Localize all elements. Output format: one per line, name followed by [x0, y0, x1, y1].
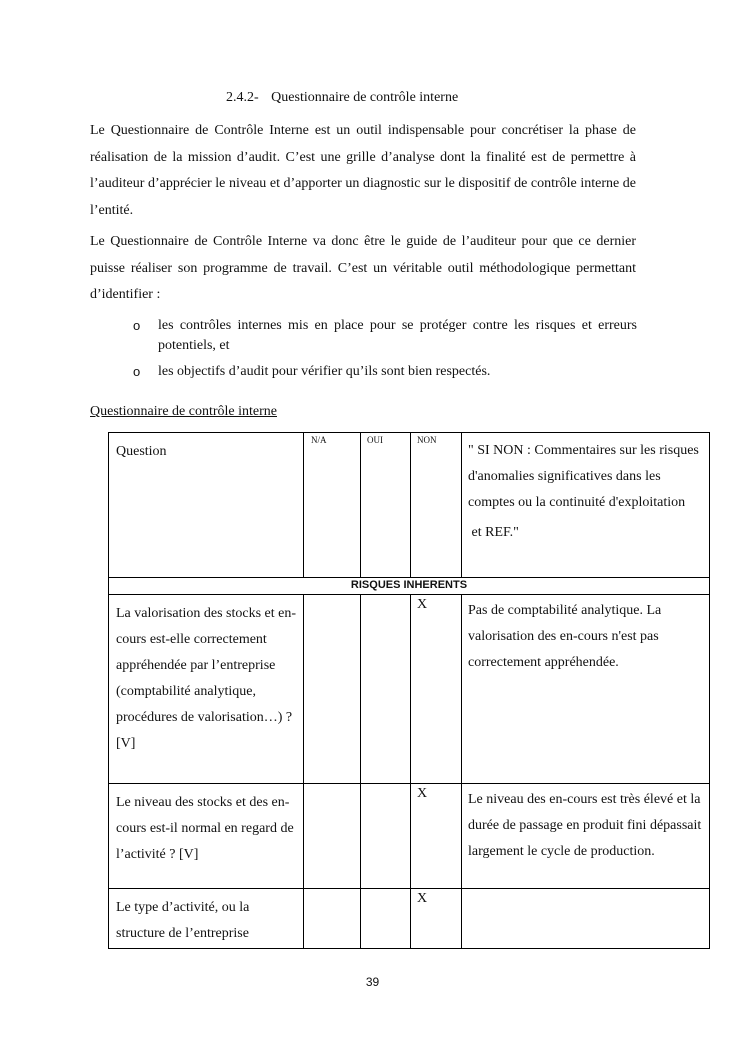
- row-oui: [361, 784, 411, 889]
- paragraph-intro: Le Questionnaire de Contrôle Interne est un outil indispensable pour concrétiser la phase de réalisation de la mission d’audit. C’est une grille d’analyse dont la finalité est de permettre à l’auditeur d’apprécier le niveau et d’apporter un diagnostic sur le dispositif de contrôle interne de l’entité.: [90, 123, 636, 218]
- row-non: X: [411, 889, 462, 949]
- table-title: Questionnaire de contrôle interne: [90, 404, 277, 419]
- bullet-item: [133, 316, 637, 356]
- header-oui: OUI: [361, 433, 411, 578]
- section-title: Questionnaire de contrôle interne: [271, 90, 459, 105]
- section-row: [109, 578, 710, 595]
- paragraph-guide: Le Questionnaire de Contrôle Interne va donc être le guide de l’auditeur pour que ce dernier puisse réaliser son programme de travail. C’est un véritable outil méthodologique permettant d’identifier :: [90, 234, 636, 302]
- table-header-row: [109, 433, 710, 578]
- header-comment: " SI NON : Commentaires sur les risques d'anomalies significatives dans les comptes ou la continuité d'exploitation et REF.": [462, 433, 710, 578]
- table-row: [109, 784, 710, 889]
- table-row: [109, 889, 710, 949]
- section-label: RISQUES INHERENTS: [109, 578, 710, 595]
- header-question: Question: [109, 433, 304, 578]
- row-non: X: [411, 784, 462, 889]
- row-comment: Le niveau des en-cours est très élevé et la durée de passage en produit fini dépassait largement le cycle de production.: [462, 784, 710, 889]
- row-oui: [361, 889, 411, 949]
- bullet-text: les objectifs d’audit pour vérifier qu’ils sont bien respectés.: [158, 364, 491, 379]
- table-row: [109, 595, 710, 784]
- row-non: X: [411, 595, 462, 784]
- row-question: Le type d’activité, ou la structure de l’entreprise: [109, 889, 304, 949]
- header-na: N/A: [304, 433, 361, 578]
- row-oui: [361, 595, 411, 784]
- row-na: [304, 889, 361, 949]
- row-na: [304, 595, 361, 784]
- row-question: La valorisation des stocks et en-cours est-elle correctement appréhendée par l’entreprise (comptabilité analytique, procédures de valorisation…) ? [V]: [109, 595, 304, 784]
- bullet-marker: o: [133, 318, 141, 333]
- bullet-marker: o: [133, 364, 141, 379]
- bullet-item: [133, 362, 637, 382]
- bullet-list: [133, 316, 637, 388]
- page-number: 39: [365, 975, 380, 989]
- section-heading: [226, 90, 458, 106]
- row-comment: Pas de comptabilité analytique. La valorisation des en-cours n'est pas correctement appréhendée.: [462, 595, 710, 784]
- questionnaire-table: [108, 432, 710, 949]
- row-question: Le niveau des stocks et des en-cours est-il normal en regard de l’activité ? [V]: [109, 784, 304, 889]
- section-number: 2.4.2-: [226, 90, 259, 105]
- bullet-text: les contrôles internes mis en place pour se protéger contre les risques et erreurs potentiels, et: [158, 318, 637, 353]
- header-non: NON: [411, 433, 462, 578]
- row-na: [304, 784, 361, 889]
- row-comment: [462, 889, 710, 949]
